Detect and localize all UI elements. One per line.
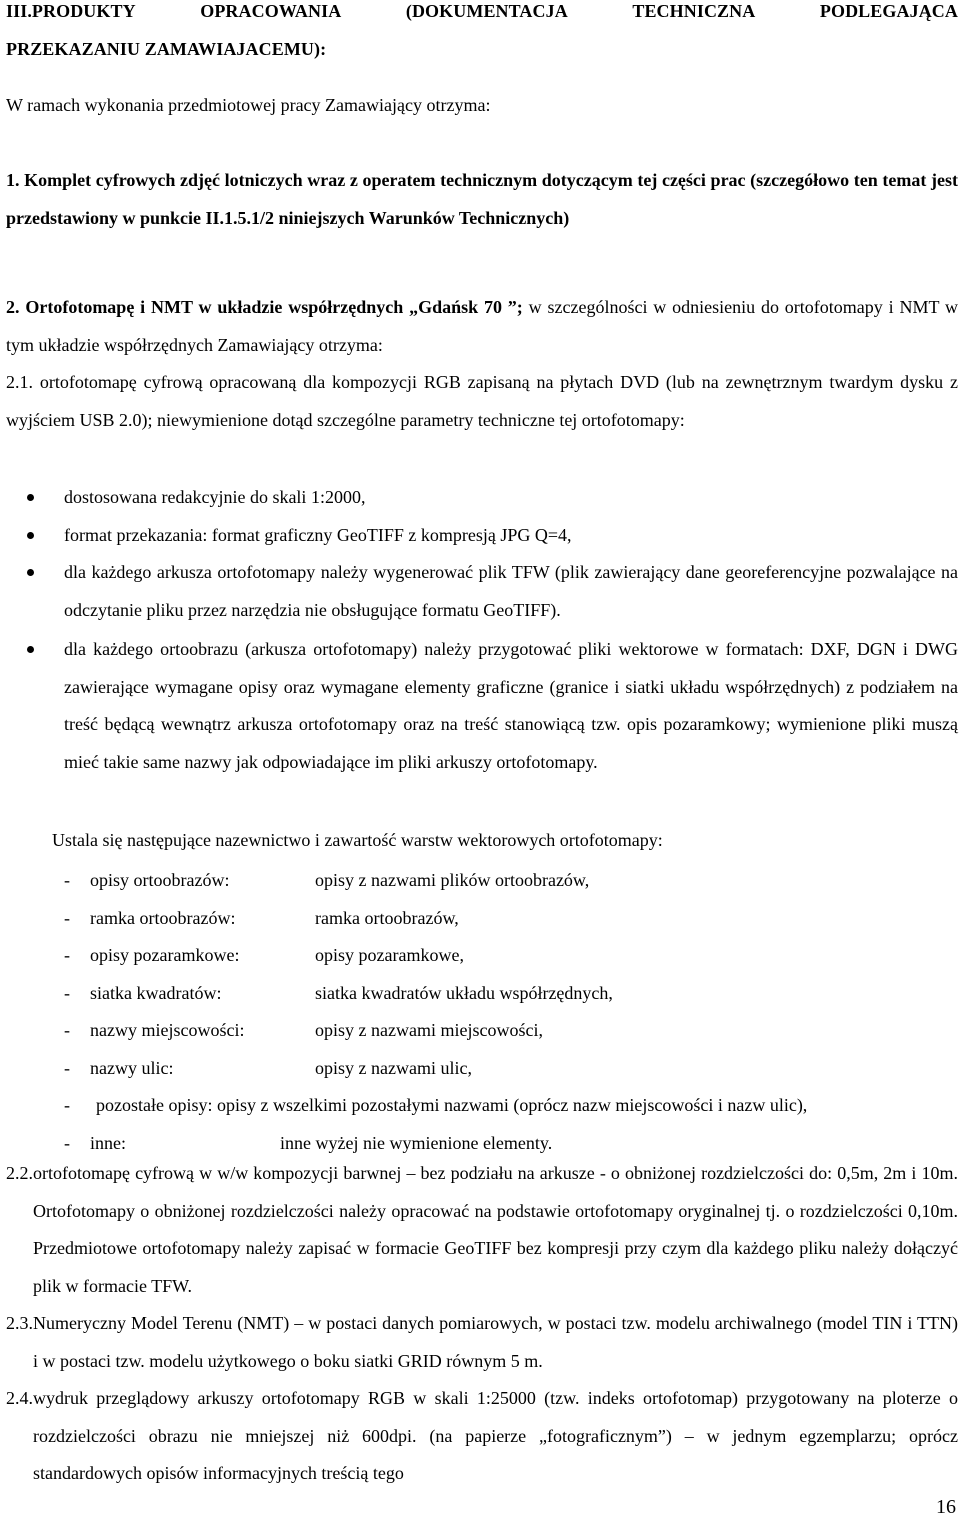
layer-desc: ramka ortoobrazów, [315,907,459,928]
dash-marker: - [64,982,70,1003]
list-item [24,517,958,555]
item-number: 2.4. [6,1388,33,1408]
bullet-icon [27,494,34,501]
intro-paragraph: W ramach wykonania przedmiotowej pracy Zamawiający otrzyma: [6,95,491,115]
layer-desc: siatka kwadratów układu współrzędnych, [315,982,613,1003]
layer-row [64,900,958,938]
layer-row [64,1012,958,1050]
bullet-text: format przekazania: format graficzny GeoTIFF z kompresją JPG Q=4, [64,524,572,545]
layers-intro: Ustala się następujące nazewnictwo i zawartość warstw wektorowych ortofotomapy: [52,830,663,850]
layer-row [64,1050,958,1088]
page-number: 16 [936,1496,956,1518]
layer-row [64,975,958,1013]
layer-desc: opisy z nazwami plików ortoobrazów, [315,870,590,890]
list-item [24,554,958,629]
item-number: 2.3. [6,1313,33,1333]
bullet-icon [27,569,34,576]
dash-marker: - [64,870,70,890]
layers-list [64,862,958,1162]
layer-name: ramka ortoobrazów: [90,907,236,928]
list-item [24,631,958,781]
layer-name: pozostałe opisy: opisy z wszelkimi pozostałymi nazwami (oprócz nazw miejscowości i nazw ulic), [96,1095,808,1115]
item-2-4 [6,1380,958,1493]
layer-desc: inne wyżej nie wymienione elementy. [280,1132,553,1153]
layer-name: opisy ortoobrazów: [90,870,230,890]
heading-word: III.PRODUKTY [6,1,136,21]
bullet-text: dla każdego arkusza ortofotomapy należy wygenerować plik TFW (plik zawierający dane georeferencyjne pozwalające na odczytanie pliku przez narzędzia nie obsługujące formatu GeoTIFF). [64,562,958,620]
item-text: wydruk przeglądowy arkuszy ortofotomapy RGB w skali 1:25000 (tzw. indeks ortofotomap) przygotowany na ploterze o rozdzielczości obrazu nie mniejszej niż 600dpi. (na papierze „fotograficznym”) – w jednym egzemplarzu; oprócz standardowych opisów informacyjnych treścią tego [33,1388,958,1483]
bullet-icon [27,532,34,539]
item-2-2 [6,1155,958,1305]
item-1: 1. Komplet cyfrowych zdjęć lotniczych wraz z operatem technicznym dotyczącym tej części prac (szczegółowo ten temat jest przedstawiony w punkcie II.1.5.1/2 niniejszych Warunków Technicznych) [6,170,958,228]
item-2-3 [6,1305,958,1380]
item-2-bold: 2. Ortofotomapę i NMT w układzie współrzędnych „Gdańsk 70 ”; [6,297,523,317]
bullet-text: dostosowana redakcyjnie do skali 1:2000, [64,487,366,507]
dash-marker: - [64,1020,70,1040]
heading-word: TECHNICZNA [632,1,756,21]
section-heading [6,0,958,68]
heading-word: (DOKUMENTACJA [405,1,568,21]
dash-marker: - [64,1132,70,1153]
layer-row [64,937,958,975]
layer-desc: opisy z nazwami miejscowości, [315,1020,543,1040]
layer-desc: opisy pozaramkowe, [315,945,464,965]
heading-line-1 [6,0,958,31]
bullet-list [24,479,958,781]
layer-name: nazwy miejscowości: [90,1020,245,1040]
dash-marker: - [64,1095,70,1115]
layer-name: nazwy ulic: [90,1057,174,1078]
layer-name: siatka kwadratów: [90,982,222,1003]
layer-row [64,1087,958,1125]
bullet-icon [27,646,34,653]
bullet-text: dla każdego ortoobrazu (arkusza ortofotomapy) należy przygotować pliki wektorowe w formatach: DXF, DGN i DWG zawierające wymagane opisy oraz wymagane elementy graficzne (granice i siatki układu współrzędnych) z podziałem na treść będącą wewnątrz arkusza ortofotomapy oraz na treść stanowiącą tzw. opis pozaramkowy; wymienione pliki muszą mieć takie same nazwy jak odpowiadające im pliki arkuszy ortofotomapy. [64,639,958,772]
item-text: Numeryczny Model Terenu (NMT) – w postaci danych pomiarowych, w postaci tzw. modelu archiwalnego (model TIN i TTN) i w postaci tzw. modelu użytkowego o boku siatki GRID równym 5 m. [33,1313,958,1371]
item-text: ortofotomapę cyfrową w w/w kompozycji barwnej – bez podziału na arkusze - o obniżonej rozdzielczości do: 0,5m, 2m i 10m. Ortofotomapy o obniżonej rozdzielczości należy opracować na podstawie ortofotomapy oryginalnej tj. o rozdzielczości 0,10m. Przedmiotowe ortofotomapy należy zapisać w formacie GeoTIFF bez kompresji przy czym dla każdego pliku należy dołączyć plik w formacie TFW. [33,1163,958,1296]
item-2 [6,289,958,364]
dash-marker: - [64,907,70,928]
layer-desc: opisy z nazwami ulic, [315,1057,472,1078]
heading-word: OPRACOWANIA [200,1,342,21]
heading-word: PODLEGAJĄCA [819,1,958,21]
layer-name: opisy pozaramkowe: [90,945,240,965]
dash-marker: - [64,1057,70,1078]
dash-marker: - [64,945,70,965]
item-2-rest: w szczególności w odniesieniu do ortofotomapy i NMT w tym układzie współrzędnych Zamawiający otrzyma: [6,297,958,355]
layer-name: inne: [90,1132,126,1153]
list-item [24,479,958,517]
item-2-1: 2.1. ortofotomapę cyfrową opracowaną dla kompozycji RGB zapisaną na płytach DVD (lub na zewnętrznym twardym dysku z wyjściem USB 2.0); niewymienione dotąd szczególne parametry techniczne tej ortofotomapy: [6,372,958,430]
item-number: 2.2. [6,1163,33,1183]
layer-row [64,862,958,900]
heading-line-2: PRZEKAZANIU ZAMAWIAJACEMU): [6,38,327,59]
